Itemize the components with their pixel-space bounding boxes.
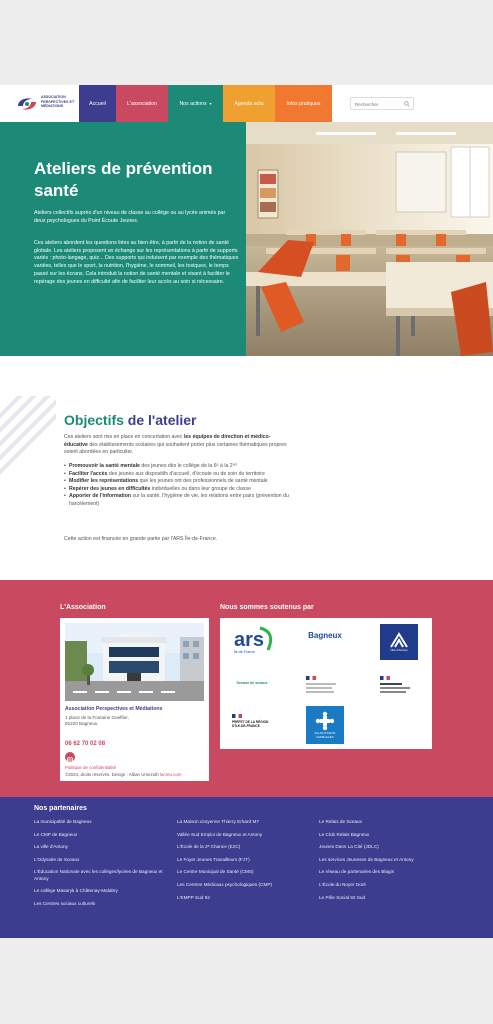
association-address: 1 place de la Fontaine Gueffier, 92220 Bagneux. — [65, 715, 129, 727]
partner-link[interactable]: Le Pôle Social 92 Sud — [319, 894, 366, 900]
objectives-section — [0, 356, 493, 580]
partner-link[interactable]: Le réseau de partenaires des Blagis — [319, 869, 395, 875]
main-nav — [79, 85, 332, 122]
association-section — [0, 580, 493, 797]
partners-footer — [0, 797, 493, 938]
instagram-icon[interactable] — [65, 752, 75, 762]
svg-text:Île-de-France: Île-de-France — [234, 650, 255, 654]
search-input[interactable] — [355, 99, 403, 109]
objective-item: • Modifier les représentations que les jeunes ont des professionnels de santé mentale — [64, 478, 292, 486]
partner-link[interactable]: L'EMPP Sud 92 — [177, 894, 210, 900]
association-building-photo — [65, 623, 204, 701]
page-title: Ateliers de prévention santé — [34, 159, 213, 200]
objective-item: • Faciliter l'accès des jeunes aux dispositifs d'accueil, d'écoute ou de soin du territoire — [64, 471, 292, 479]
partner-link[interactable]: L'Odyssée de Sceaux — [34, 856, 80, 862]
logo-text: ASSOCIATION PERSPECTIVES ET MÉDIATIONS — [41, 95, 75, 109]
partner-link[interactable]: La municipalité de Bagneux — [34, 819, 92, 824]
prefet-hauts-de-seine-logo[interactable] — [380, 672, 420, 696]
partner-link[interactable]: Le Foyer Jeunes Travailleurs (FJT) — [177, 856, 250, 862]
svg-text:ars: ars — [234, 629, 265, 651]
sponsors-panel — [220, 618, 432, 749]
sponsors-heading: Nous sommes soutenus par — [220, 604, 314, 611]
caf-logo[interactable]: ALLOCATIONS FAMILIALES — [306, 706, 344, 744]
objectives-intro: Ces ateliers sont mis en place en concertation avec les équipes de direction et médico-éducative des établissements scolaires qui souhaitent porter plus certaines thématiques propres soient abordées en particulier. — [64, 434, 287, 456]
partners-title: Nos partenaires — [34, 805, 87, 812]
privacy-link[interactable]: Politique de confidentialité — [65, 765, 117, 770]
partner-link[interactable]: Vallée Sud Emploi de Bagneux et Antony — [177, 831, 263, 837]
nav-item-2[interactable]: Nos actions ▾ — [168, 85, 223, 122]
partner-link[interactable]: L'École du Noyer Doré — [319, 881, 367, 887]
nav-item-1[interactable]: L'association — [116, 85, 168, 122]
hero-panel — [0, 122, 246, 356]
partners-col-2 — [177, 819, 317, 907]
partner-link[interactable]: Jeunes Dans La Cité (JDLC) — [319, 844, 379, 850]
ars-logo[interactable] — [230, 624, 280, 656]
objective-item: • Repérer des jeunes en difficultés individuelles ou dans leur groupe de classe — [64, 486, 292, 494]
partner-link[interactable]: Le Club Relais Bagneux — [319, 831, 370, 837]
chevron-down-icon: ▾ — [209, 101, 212, 106]
partner-link[interactable]: Le collège Masaryk à Châtenay-Malabry — [34, 888, 118, 894]
partner-link[interactable]: Le CMP de Bagneux — [34, 831, 78, 837]
partner-link[interactable]: Les Centres Médicaux psychologiques (CMP) — [177, 881, 273, 887]
funding-note: Cette action est financée en grande partie par l'ARS Île-de-France. — [64, 536, 218, 542]
prefet-idf-logo[interactable]: PRÉFET DE LA RÉGION D'ÎLE-DE-FRANCE — [232, 706, 278, 736]
partners-col-3 — [319, 819, 459, 907]
association-name: Association Perspectives et Médiations — [65, 706, 163, 712]
antony-logo[interactable]: ville d'Antony — [380, 624, 418, 660]
hero-description: Ces ateliers abordent les questions liées au bien-être, à partir de la notion de santé globale. Les ateliers proposent un échange sur les représentations à partir de supports variés : photo-langage, quiz... Des supports qui induisent par exemple des thématiques variées, telles que le sport, la nutrition, l'hygiène, le sommeil, les toxiques, le temps passé sur les écrans. Cela introduit la notion de santé mentale et visant à faciliter le repérage des jeunes en difficulté afin de faciliter leur accès au soin si nécessaire. — [34, 240, 239, 285]
logo-mark-icon — [16, 96, 38, 112]
republique-logo[interactable] — [306, 672, 346, 696]
nav-item-4[interactable]: Infos pratiques — [275, 85, 332, 122]
partners-col-1 — [34, 819, 174, 913]
partner-link[interactable]: Les services Jeunesse de Bagneux et Antony — [319, 856, 414, 862]
classroom-photo — [246, 122, 493, 356]
partner-link[interactable]: Les Centres sociaux culturels — [34, 900, 96, 906]
objective-item: • Promouvoir la santé mentale des jeunes dès le collège de la 6ᵉ à la 2ⁿᵈ — [64, 463, 292, 471]
site-logo[interactable] — [16, 94, 75, 114]
search-icon[interactable] — [404, 101, 410, 107]
site-header — [0, 85, 493, 122]
association-card — [60, 618, 209, 781]
partner-link[interactable]: Le Relais de Sceaux — [319, 819, 362, 824]
designer-link[interactable]: lacreu.com — [160, 772, 182, 777]
partner-link[interactable]: L'École de la 2ᵉ Chance (E2C) — [177, 844, 241, 850]
objectives-list — [64, 463, 292, 509]
search-box — [350, 97, 414, 110]
decorative-stripes — [0, 396, 56, 476]
nav-item-3[interactable]: Agenda actu — [223, 85, 275, 122]
partner-link[interactable]: Le Centre Municipal de Santé (CMS) — [177, 869, 254, 875]
partner-link[interactable]: La Maison citoyenne Thierry Erhard M7 — [177, 819, 259, 824]
objectives-title: Objectifs de l'atelier — [64, 412, 197, 428]
objective-item: • Apporter de l'information sur la santé, l'hygiène de vie, les relations entre pairs (prévention du harcèlement) — [64, 493, 292, 508]
hero-intro: Ateliers collectifs auprès d'un niveau de classe au collège ou au lycée animés par deux psychologues du Point Écoute Jeunes. — [34, 210, 226, 224]
partner-link[interactable]: La ville d'Antony — [34, 844, 68, 850]
phone-link[interactable]: 06 62 70 02 08 — [65, 741, 106, 747]
association-heading: L'Association — [60, 604, 106, 611]
sceaux-logo[interactable]: Sceaux de sceaux — [236, 681, 268, 685]
copyright-text: ©2024, droits réservés. Design : Alban Umezuth lacreu.com — [65, 772, 182, 777]
bagneux-logo[interactable]: Bagneux — [308, 630, 342, 640]
partner-link[interactable]: L'Éducation Nationale avec les collèges/lycées de Bagneux et Antony — [34, 869, 163, 881]
nav-item-0[interactable]: Accueil — [79, 85, 116, 122]
